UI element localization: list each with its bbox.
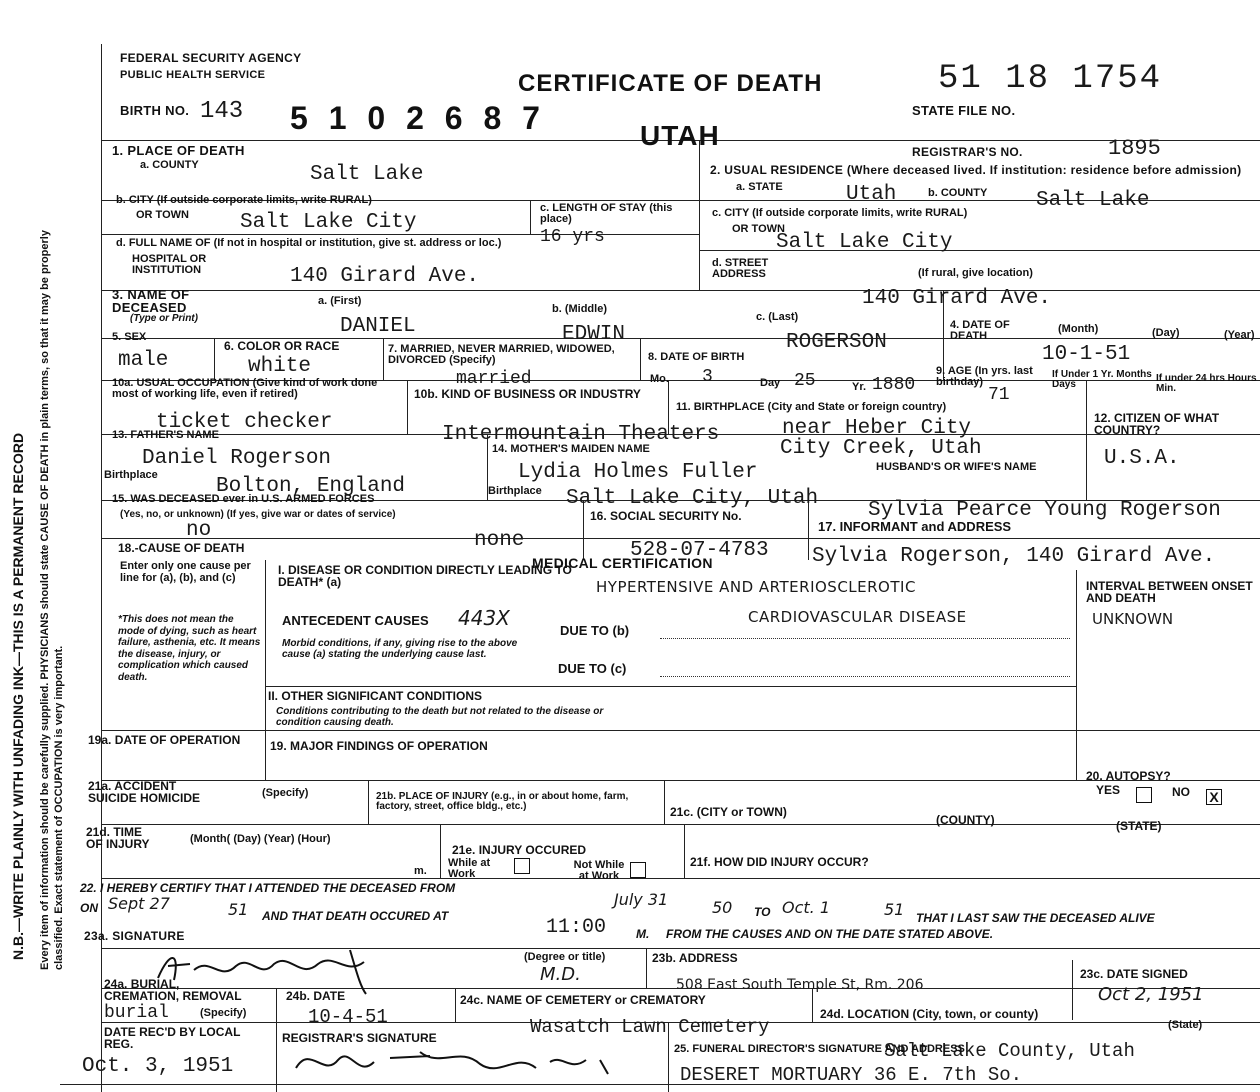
burial-location-label: 24d. LOCATION (City, town, or county) <box>820 1007 1039 1021</box>
autopsy-no-checkbox[interactable]: X <box>1206 789 1222 805</box>
rule <box>265 686 1076 687</box>
burial-value: burial <box>104 1003 169 1023</box>
service-name: PUBLIC HEALTH SERVICE <box>120 69 266 81</box>
injury-time-columns: (Month( (Day) (Year) (Hour) <box>190 833 331 845</box>
death-city: Salt Lake City <box>240 211 417 234</box>
funeral-director-label: 25. FUNERAL DIRECTOR'S SIGNATURE AND ADDRESS <box>674 1043 965 1055</box>
middle-name: EDWIN <box>562 323 626 346</box>
marital-status: married <box>456 369 532 389</box>
on-label: ON <box>80 901 98 915</box>
residence-county-label: b. COUNTY <box>928 187 988 199</box>
rule <box>1072 960 1073 1020</box>
hospital-label-2: HOSPITAL OR INSTITUTION <box>132 253 207 276</box>
cemetery-label: 24c. NAME OF CEMETERY or CREMATORY <box>460 993 706 1007</box>
rule <box>699 200 1260 201</box>
degree-label: (Degree or title) <box>524 951 606 963</box>
agency-name: FEDERAL SECURITY AGENCY <box>120 51 302 65</box>
hospital-name: 140 Girard Ave. <box>290 265 480 288</box>
race-label: 6. COLOR OR RACE <box>224 339 340 353</box>
accident-specify: (Specify) <box>262 787 309 799</box>
rule <box>684 824 685 878</box>
burial-date: 10-4-51 <box>308 1006 388 1028</box>
margin-instructions: Every item of information should be carefully supplied. PHYSICIANS should state CAUSE OF DEATH in plain terms, so that it may be properly classified. Exact statement of OCCUPATION is very important. <box>39 230 66 970</box>
attended-to-date: Oct. 1 <box>782 898 831 917</box>
hospital-label: d. FULL NAME OF (If not in hospital or institution, give st. address or loc.) <box>116 237 502 249</box>
race-value: white <box>248 355 312 378</box>
social-security-label: 16. SOCIAL SECURITY No. <box>590 509 742 523</box>
mother-name: Lydia Holmes Fuller <box>518 461 758 484</box>
signature-label: 23a. SIGNATURE <box>84 929 185 943</box>
type-or-print: (Type or Print) <box>130 313 198 324</box>
state-file-number: 51 18 1754 <box>938 60 1163 98</box>
rule <box>214 338 215 380</box>
place-of-death-heading: 1. PLACE OF DEATH <box>112 143 245 158</box>
age-value: 71 <box>988 385 1010 405</box>
residence-heading: 2. USUAL RESIDENCE (Where deceased lived. If institution: residence before admission) <box>710 163 1242 177</box>
father-name: Daniel Rogerson <box>142 447 332 470</box>
rule <box>265 560 266 780</box>
certify-text-3: FROM THE CAUSES AND ON THE DATE STATED ABOVE. <box>666 927 994 941</box>
date-received: Oct. 3, 1951 <box>82 1055 234 1078</box>
war-service: none <box>474 529 525 552</box>
autopsy-yes-checkbox[interactable] <box>1136 787 1152 803</box>
cause-label: 18.-CAUSE OF DEATH <box>118 541 245 555</box>
citizen-value: U.S.A. <box>1104 447 1180 470</box>
rule <box>101 824 1260 825</box>
injury-city-label: 21c. (CITY or TOWN) <box>670 805 787 819</box>
informant-label: 17. INFORMANT and ADDRESS <box>818 519 1012 534</box>
accident-label: 21a. ACCIDENT SUICIDE HOMICIDE <box>88 779 201 805</box>
burial-state-label: (State) <box>1168 1019 1203 1031</box>
autopsy-no-label: NO <box>1172 785 1190 799</box>
how-injury-label: 21f. HOW DID INJURY OCCUR? <box>690 855 869 869</box>
father-birthplace: Bolton, England <box>216 475 406 498</box>
autopsy-label: 20. AUTOPSY? <box>1086 769 1171 783</box>
rule <box>530 200 531 234</box>
funeral-director: DESERET MORTUARY 36 E. 7th So. <box>680 1064 1023 1086</box>
burial-date-label: 24b. DATE <box>286 989 346 1003</box>
other-conditions-note: Conditions contributing to the death but not related to the disease or condition causing death. <box>276 706 604 728</box>
time-ampm: M. <box>636 927 650 941</box>
stamp-state: UTAH <box>640 120 720 151</box>
city-label: b. CITY (If outside corporate limits, write RURAL) <box>116 194 372 206</box>
informant-value: Sylvia Rogerson, 140 Girard Ave. <box>812 545 1216 568</box>
mother-birthplace-label: Birthplace <box>488 485 542 497</box>
autopsy-yes-label: YES <box>1096 783 1121 797</box>
first-name-label: a. (First) <box>318 295 362 307</box>
last-saw-date: Sept 27 <box>108 894 170 913</box>
length-of-stay: 16 yrs <box>540 227 605 247</box>
sex-value: male <box>118 349 169 372</box>
birthplace-line-2: City Creek, Utah <box>780 437 982 460</box>
dob-year-label: Yr. <box>852 381 867 393</box>
occupation-value: ticket checker <box>156 411 333 434</box>
business-value: Intermountain Theaters <box>442 423 720 446</box>
injury-time-m: m. <box>414 865 427 877</box>
injury-time-label: 21d. TIME OF INJURY <box>86 825 150 851</box>
state-file-label: STATE FILE NO. <box>912 103 1016 118</box>
rule <box>407 380 408 434</box>
spouse-label: HUSBAND'S OR WIFE'S NAME <box>876 461 1037 473</box>
day-label: (Day) <box>1152 327 1180 339</box>
due-to-c-label: DUE TO (c) <box>558 661 627 676</box>
social-security-number: 528-07-4783 <box>630 539 769 562</box>
attended-from-year: 50 <box>712 898 733 917</box>
antecedent-label: ANTECEDENT CAUSES <box>282 613 429 628</box>
date-signed: Oct 2, 1951 <box>1098 984 1204 1005</box>
rule <box>101 290 1260 291</box>
cause-code: 443X <box>458 606 510 630</box>
rule <box>60 1084 1260 1085</box>
stamp-number: 5 1 0 2 6 8 7 <box>290 100 546 136</box>
rule <box>101 234 699 235</box>
rule <box>640 338 641 380</box>
cause-help: Enter only one cause per line for (a), (b), and (c) <box>120 560 251 585</box>
rule <box>699 140 700 290</box>
birth-no-prefix: 143 <box>200 98 244 125</box>
registrar-label: REGISTRAR'S NO. <box>912 145 1023 159</box>
residence-city: Salt Lake City <box>776 231 953 254</box>
not-while-at-work-checkbox[interactable] <box>630 862 646 878</box>
date-signed-label: 23c. DATE SIGNED <box>1080 967 1188 981</box>
cause-a-line-2: CARDIOVASCULAR DISEASE <box>748 608 967 626</box>
dob-day: 25 <box>794 371 816 391</box>
operation-date-label: 19a. DATE OF OPERATION <box>88 733 241 747</box>
mother-label: 14. MOTHER'S MAIDEN NAME <box>492 443 650 455</box>
due-to-c-line <box>660 676 1070 677</box>
rule <box>646 948 647 988</box>
residence-state-label: a. STATE <box>736 181 783 193</box>
injury-place-label: 21b. PLACE OF INJURY (e.g., in or about home, farm, factory, street, office bldg., etc.) <box>376 791 629 812</box>
armed-forces-label: 15. WAS DECEASED ever in U.S. ARMED FORCES <box>112 493 375 505</box>
while-at-work-label: While at Work <box>448 857 491 880</box>
medical-cert-heading: MEDICAL CERTIFICATION <box>532 555 713 571</box>
dob-month: 3 <box>702 367 713 387</box>
last-saw-year: 51 <box>228 900 249 919</box>
disease-label: I. DISEASE OR CONDITION DIRECTLY LEADING TO DEATH* (a) <box>278 563 572 589</box>
margin-note: N.B.—WRITE PLAINLY WITH UNFADING INK—THIS IS A PERMANENT RECORD <box>10 432 26 960</box>
year-label: (Year) <box>1224 329 1255 341</box>
burial-specify: (Specify) <box>200 1007 247 1019</box>
attended-from-date: July 31 <box>614 890 669 909</box>
address-label: 23b. ADDRESS <box>652 951 738 965</box>
under-24-hrs-label: If under 24 hrs Hours Min. <box>1156 373 1257 394</box>
first-name: DANIEL <box>340 315 416 338</box>
rule <box>440 824 441 878</box>
physician-address: 508 East South Temple St, Rm. 206 <box>676 977 924 993</box>
residence-street: 140 Girard Ave. <box>862 287 1052 310</box>
rule <box>276 988 277 1092</box>
death-date-label: 4. DATE OF DEATH <box>950 319 1010 342</box>
morbid-note: Morbid conditions, if any, giving rise to the above cause (a) stating the underlying cause last. <box>282 638 518 660</box>
attended-to-year: 51 <box>884 900 905 919</box>
while-at-work-checkbox[interactable] <box>514 858 530 874</box>
registrar-number: 1895 <box>1108 136 1161 161</box>
under-1-yr-label: If Under 1 Yr. Months Days <box>1052 369 1152 390</box>
rural-note: (If rural, give location) <box>918 267 1033 279</box>
rule <box>1086 380 1087 500</box>
due-to-b-line <box>660 638 1070 639</box>
cause-a-line-1: HYPERTENSIVE AND ARTERIOSCLEROTIC <box>596 578 916 596</box>
residence-county: Salt Lake <box>1036 189 1150 212</box>
name-heading: 3. NAME OF DECEASED <box>112 287 190 315</box>
burial-label: 24a. BURIAL, CREMATION, REMOVAL <box>104 977 242 1003</box>
last-name: ROGERSON <box>786 331 887 354</box>
occupation-label: 10a. USUAL OCCUPATION (Give kind of work done most of working life, even if retired) <box>112 377 378 400</box>
due-to-b-label: DUE TO (b) <box>560 623 630 638</box>
citizen-label: 12. CITIZEN OF WHAT COUNTRY? <box>1094 411 1220 437</box>
father-birthplace-label: Birthplace <box>104 469 158 481</box>
injury-occured-label: 21e. INJURY OCCURED <box>452 843 587 857</box>
not-while-at-work-label: Not While at Work <box>573 859 625 882</box>
operation-findings-label: 19. MAJOR FINDINGS OF OPERATION <box>270 739 488 753</box>
registrar-signature <box>290 1038 630 1088</box>
rule <box>101 730 1260 731</box>
certify-text-1: 22. I HEREBY CERTIFY THAT I ATTENDED THE DECEASED FROM <box>80 881 456 895</box>
dob-month-label: Mo. <box>650 373 669 385</box>
spouse-name: Sylvia Pearce Young Rogerson <box>868 499 1221 522</box>
residence-or-town: OR TOWN <box>732 223 785 235</box>
month-label: (Month) <box>1058 323 1099 335</box>
stay-label: c. LENGTH OF STAY (this place) <box>540 202 673 225</box>
injury-county-label: (COUNTY) <box>936 813 995 827</box>
injury-state-label: (STATE) <box>1116 819 1162 833</box>
street-label: d. STREET ADDRESS <box>712 257 769 280</box>
dob-label: 8. DATE OF BIRTH <box>648 351 745 363</box>
rule <box>664 780 665 824</box>
last-name-label: c. (Last) <box>756 311 799 323</box>
middle-name-label: b. (Middle) <box>552 303 607 315</box>
rule <box>812 988 813 1022</box>
date-received-label: DATE REC'D BY LOCAL REG. <box>104 1025 241 1051</box>
mother-birthplace: Salt Lake City, Utah <box>566 487 819 510</box>
interval-value: UNKNOWN <box>1092 610 1174 628</box>
death-time: 11:00 <box>546 916 607 939</box>
interval-label: INTERVAL BETWEEN ONSET AND DEATH <box>1086 579 1253 605</box>
certify-text-2: AND THAT DEATH OCCURED AT <box>262 909 449 923</box>
death-date: 10-1-51 <box>1042 343 1131 366</box>
rule <box>101 878 1260 879</box>
or-town-label: OR TOWN <box>136 209 189 221</box>
rule <box>1076 570 1077 780</box>
to-label: TO <box>754 905 771 919</box>
degree-value: M.D. <box>540 964 581 985</box>
dob-year: 1880 <box>872 375 916 395</box>
other-conditions-label: II. OTHER SIGNIFICANT CONDITIONS <box>268 689 483 703</box>
registrar-signature-label: REGISTRAR'S SIGNATURE <box>282 1031 437 1045</box>
cause-note: *This does not mean the mode of dying, such as heart failure, asthenia, etc. It means the disease, injury, or complication which caused death. <box>118 614 261 683</box>
marital-label: 7. MARRIED, NEVER MARRIED, WIDOWED, DIVORCED (Specify) <box>388 343 615 366</box>
birthplace-label: 11. BIRTHPLACE (City and State or foreign country) <box>676 401 947 413</box>
father-label: 13. FATHER'S NAME <box>112 429 219 441</box>
rule <box>368 780 369 824</box>
residence-city-label: c. CITY (If outside corporate limits, write RURAL) <box>712 207 968 219</box>
residence-state: Utah <box>846 183 897 206</box>
dob-day-label: Day <box>760 377 781 389</box>
county-label: a. COUNTY <box>140 159 199 171</box>
rule <box>455 988 456 1022</box>
sex-label: 5. SEX <box>112 331 147 343</box>
certificate-title: CERTIFICATE OF DEATH <box>518 70 823 97</box>
age-label: 9. AGE (In yrs. last birthday) <box>936 365 1033 388</box>
armed-forces-sub: (Yes, no, or unknown) (If yes, give war or dates of service) <box>120 509 396 520</box>
armed-forces-value: no <box>186 519 212 542</box>
birth-no-label: BIRTH NO. <box>120 103 190 118</box>
cemetery-name: Wasatch Lawn Cemetery <box>530 1016 770 1038</box>
rule <box>383 338 384 380</box>
business-label: 10b. KIND OF BUSINESS OR INDUSTRY <box>414 387 641 401</box>
burial-location: Salt Lake County, Utah <box>884 1040 1135 1062</box>
death-county: Salt Lake <box>310 163 424 186</box>
birthplace-line-1: near Heber City <box>782 417 972 440</box>
last-saw-text: THAT I LAST SAW THE DECEASED ALIVE <box>916 911 1155 925</box>
